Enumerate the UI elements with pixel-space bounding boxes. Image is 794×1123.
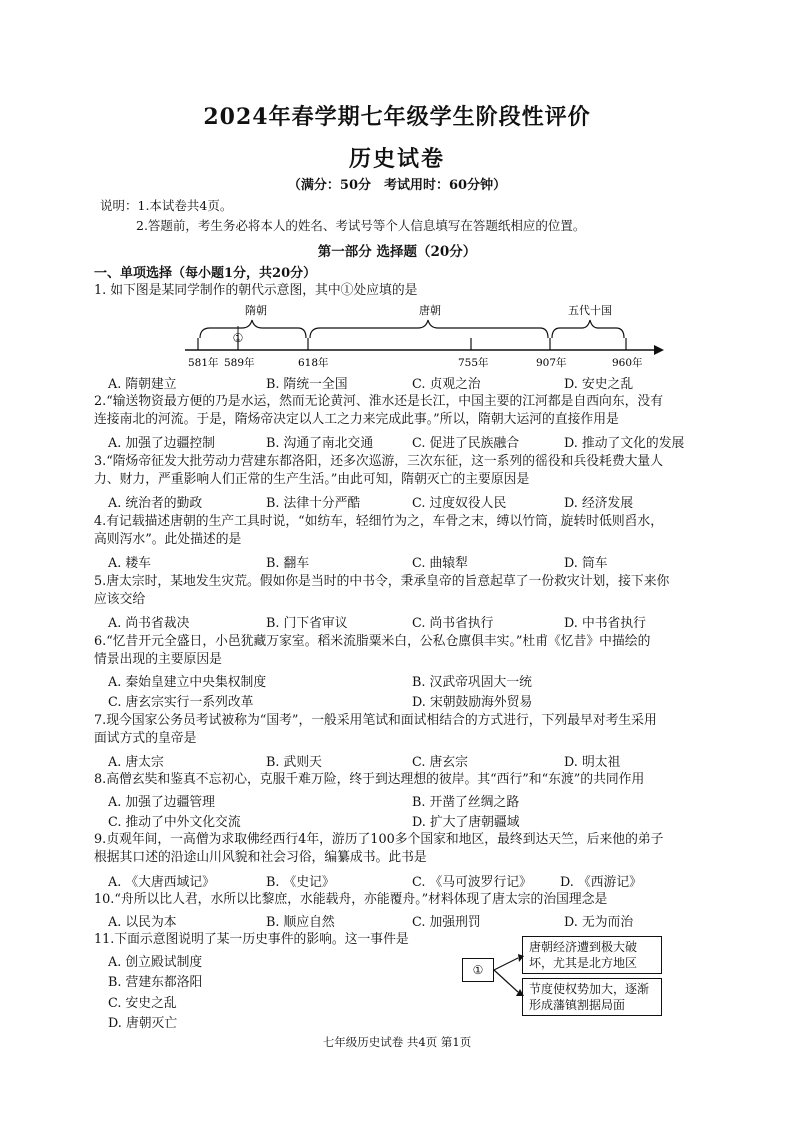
exam-title: 2024年春学期七年级学生阶段性评价 bbox=[203, 104, 591, 130]
question-number: 1. bbox=[94, 283, 107, 298]
label-tang: 唐朝 bbox=[419, 304, 441, 317]
question-text: 有记载描述唐朝的生产工具时说，“如纺车，轻细竹为之，车骨之末，缚以竹筒，旋转时低则舀水， bbox=[106, 514, 664, 529]
option-c[interactable]: C. 过度奴役人民 bbox=[412, 496, 507, 511]
option-a[interactable]: A. 加强了边疆管理 bbox=[108, 795, 215, 810]
question-number: 6. bbox=[94, 634, 107, 649]
option-b[interactable]: B. 顺应自然 bbox=[266, 915, 335, 930]
effect-text: 形成藩镇割据局面 bbox=[529, 998, 626, 1012]
question-11 bbox=[94, 931, 409, 949]
year-label: 581年 bbox=[188, 357, 219, 369]
option-d[interactable]: D. 中书省执行 bbox=[564, 616, 646, 631]
question-text: 情景出现的主要原因是 bbox=[94, 652, 222, 667]
question-10 bbox=[94, 891, 607, 909]
question-3 bbox=[94, 453, 663, 489]
dynasty-timeline bbox=[180, 298, 670, 370]
option-a[interactable]: A. 加强了边疆控制 bbox=[108, 436, 215, 451]
option-b[interactable]: B. 开凿了丝绸之路 bbox=[412, 795, 520, 810]
option-a[interactable]: A. 《大唐西域记》 bbox=[108, 875, 215, 890]
question-number: 10. bbox=[94, 892, 115, 907]
question-text: “隋炀帝征发大批劳动力营建东都洛阳，还多次巡游，三次东征，这一系列的徭役和兵役耗费大量人 bbox=[106, 454, 664, 469]
section-title: 第一部分 选择题（20分） bbox=[317, 244, 477, 260]
option-a[interactable]: A. 唐太宗 bbox=[108, 755, 164, 770]
question-text: “忆昔开元全盛日，小邑犹藏万家室。稻米流脂粟米白，公私仓廪俱丰实。”杜甫《忆昔》中描绘的 bbox=[106, 634, 651, 649]
tang-brace bbox=[310, 320, 548, 338]
event-marker-box: ① bbox=[462, 958, 494, 982]
option-d[interactable]: D. 安史之乱 bbox=[564, 377, 634, 392]
question-text: 根据其口述的沿途山川风貌和社会习俗，编纂成书。此书是 bbox=[94, 850, 427, 865]
option-a[interactable]: A. 秦始皇建立中央集权制度 bbox=[108, 675, 267, 690]
option-a[interactable]: A. 耧车 bbox=[108, 556, 151, 571]
option-c[interactable]: C. 唐玄宗 bbox=[412, 755, 468, 770]
effect-text: 节度使权势加大，逐渐 bbox=[529, 982, 650, 996]
option-b[interactable]: B. 翻车 bbox=[266, 556, 310, 571]
question-text: 贞观年间，一高僧为求取佛经西行4年，游历了100多个国家和地区，最终到达天竺，后来他的弟子 bbox=[106, 832, 664, 847]
effect-text: 唐朝经济遭到极大破 bbox=[529, 940, 638, 954]
effect-box-fanzhen bbox=[522, 978, 662, 1016]
year-label: 907年 bbox=[536, 357, 567, 369]
option-d[interactable]: D. 推动了文化的发展 bbox=[564, 436, 685, 451]
year-label: 589年 bbox=[224, 357, 255, 369]
option-a[interactable]: A. 统治者的勤政 bbox=[108, 496, 203, 511]
option-c[interactable]: C. 加强刑罚 bbox=[412, 915, 481, 930]
option-c[interactable]: C. 贞观之治 bbox=[412, 377, 481, 392]
question-text: “输送物资最方便的乃是水运，然而无论黄河、淮水还是长江，中国主要的江河都是自西向东，没有 bbox=[106, 394, 664, 409]
question-text: 连接南北的河流。于是，隋炀帝决定以人工之力来完成此事。”所以，隋朝大运河的直接作用是 bbox=[94, 412, 619, 427]
option-a[interactable]: A. 隋朝建立 bbox=[108, 377, 177, 392]
question-text: 应该交给 bbox=[94, 592, 146, 607]
question-7 bbox=[94, 712, 657, 748]
question-text: 高则泻水”。此处描述的是 bbox=[94, 532, 242, 547]
instruction-line-1: 说明：1.本试卷共4页。 bbox=[100, 198, 233, 213]
question-5 bbox=[94, 573, 669, 609]
option-c[interactable]: C. 推动了中外文化交流 bbox=[108, 815, 241, 830]
part-title: 一、单项选择（每小题1分，共20分） bbox=[94, 266, 317, 281]
question-number: 5. bbox=[94, 574, 107, 589]
option-c[interactable]: C. 安史之乱 bbox=[108, 996, 177, 1011]
question-text: 高僧玄奘和鉴真不忘初心，克服千难万险，终于到达理想的彼岸。其“西行”和“东渡”的共同作用 bbox=[106, 772, 645, 787]
diagram-arrows bbox=[494, 940, 524, 1020]
effect-box-economy bbox=[522, 936, 662, 974]
option-d[interactable]: D. 无为而治 bbox=[564, 915, 634, 930]
option-d[interactable]: D. 扩大了唐朝疆域 bbox=[412, 815, 520, 830]
sui-brace bbox=[200, 320, 306, 338]
option-c[interactable]: C. 促进了民族融合 bbox=[412, 436, 520, 451]
option-c[interactable]: C. 唐玄宗实行一系列改革 bbox=[108, 695, 254, 710]
option-b[interactable]: B. 营建东都洛阳 bbox=[108, 975, 203, 990]
option-d[interactable]: D. 筒车 bbox=[564, 556, 608, 571]
option-c[interactable]: C. 《马可波罗行记》 bbox=[412, 875, 532, 890]
option-a[interactable]: A. 以民为本 bbox=[108, 915, 177, 930]
effect-text: 坏，尤其是北方地区 bbox=[529, 956, 638, 970]
option-b[interactable]: B. 沟通了南北交通 bbox=[266, 436, 374, 451]
question-4 bbox=[94, 513, 663, 549]
option-d[interactable]: D. 宋朝鼓励海外贸易 bbox=[412, 695, 533, 710]
question-number: 7. bbox=[94, 713, 107, 728]
exam-subtitle: 历史试卷 bbox=[348, 146, 445, 172]
question-text: 力、财力，严重影响人们正常的生产生活。”由此可知，隋朝灭亡的主要原因是 bbox=[94, 472, 530, 487]
page-footer: 七年级历史试卷 共4页 第1页 bbox=[322, 1035, 472, 1049]
question-6 bbox=[94, 633, 650, 669]
option-a[interactable]: A. 尚书省裁决 bbox=[108, 616, 190, 631]
marker-1: ① bbox=[232, 331, 244, 345]
option-b[interactable]: B. 汉武帝巩固大一统 bbox=[412, 675, 532, 690]
option-a[interactable]: A. 创立殿试制度 bbox=[108, 955, 203, 970]
year-label: 960年 bbox=[612, 357, 643, 369]
exam-meta: （满分：50分 考试用时：60分钟） bbox=[287, 178, 507, 193]
option-d[interactable]: D. 经济发展 bbox=[564, 496, 634, 511]
question-number: 2. bbox=[94, 394, 107, 409]
option-b[interactable]: B. 《史记》 bbox=[266, 875, 335, 890]
label-wudai: 五代十国 bbox=[568, 304, 612, 317]
question-8 bbox=[94, 771, 644, 789]
question-9 bbox=[94, 831, 663, 867]
option-d[interactable]: D. 明太祖 bbox=[564, 755, 621, 770]
option-d[interactable]: D. 唐朝灭亡 bbox=[108, 1016, 178, 1031]
option-b[interactable]: B. 门下省审议 bbox=[266, 616, 348, 631]
label-sui: 隋朝 bbox=[245, 304, 267, 317]
option-b[interactable]: B. 法律十分严酷 bbox=[266, 496, 361, 511]
question-text: 下面示意图说明了某一历史事件的影响。这一事件是 bbox=[114, 932, 409, 947]
question-number: 4. bbox=[94, 514, 107, 529]
option-b[interactable]: B. 隋统一全国 bbox=[266, 377, 348, 392]
question-2 bbox=[94, 393, 663, 429]
option-c[interactable]: C. 尚书省执行 bbox=[412, 616, 494, 631]
question-number: 9. bbox=[94, 832, 107, 847]
question-number: 3. bbox=[94, 454, 107, 469]
question-text: “舟所以比人君，水所以比黎庶，水能载舟，亦能覆舟。”材料体现了唐太宗的治国理念是 bbox=[114, 892, 608, 907]
wudai-brace bbox=[552, 320, 624, 338]
question-text: 唐太宗时，某地发生灾荒。假如你是当时的中书令，秉承皇帝的旨意起草了一份救灾计划，接下来你 bbox=[106, 574, 670, 589]
question-text: 现今国家公务员考试被称为“国考”，一般采用笔试和面试相结合的方式进行，下列最早对考生采用 bbox=[106, 713, 657, 728]
question-number: 11. bbox=[94, 932, 115, 947]
instruction-line-2: 2.答题前，考生务必将本人的姓名、考试号等个人信息填写在答题纸相应的位置。 bbox=[136, 218, 586, 233]
option-b[interactable]: B. 武则天 bbox=[266, 755, 322, 770]
year-label: 755年 bbox=[458, 357, 489, 369]
question-text: 如下图是某同学制作的朝代示意图，其中①处应填的是 bbox=[110, 283, 418, 298]
question-number: 8. bbox=[94, 772, 107, 787]
year-label: 618年 bbox=[298, 357, 329, 369]
question-text: 面试方式的皇帝是 bbox=[94, 731, 197, 746]
option-d[interactable]: D. 《西游记》 bbox=[560, 875, 642, 890]
option-c[interactable]: C. 曲辕犁 bbox=[412, 556, 468, 571]
